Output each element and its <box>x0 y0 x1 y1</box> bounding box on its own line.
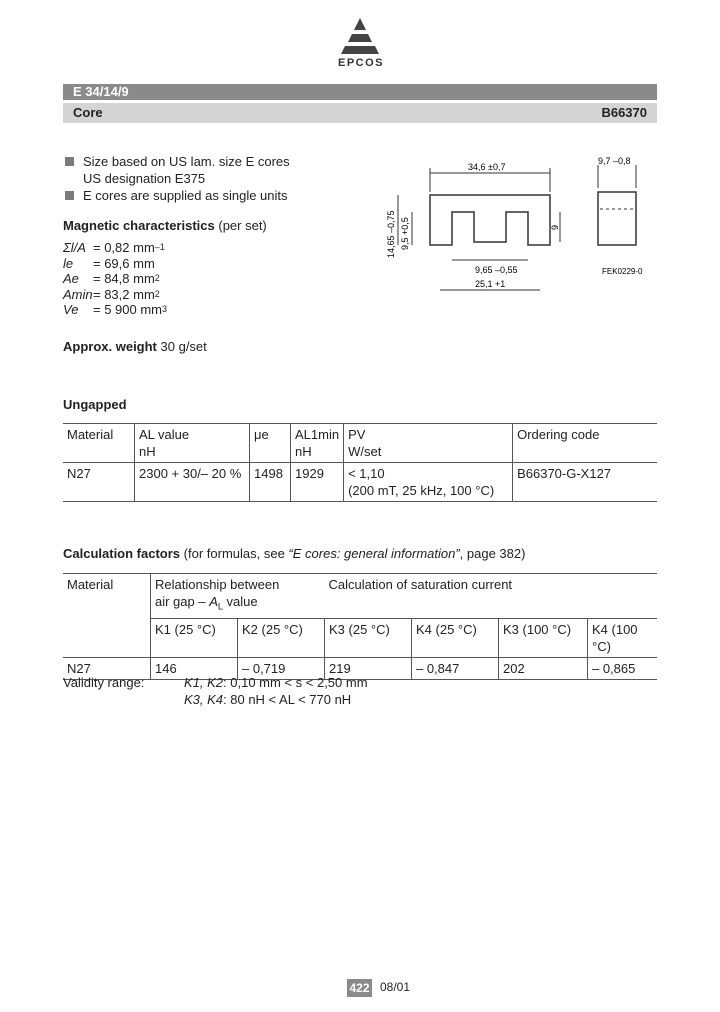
table-header-cell: Relationship between air gap – $A_L$ value <box>151 574 325 619</box>
table-header-cell: Calculation of saturation current <box>325 574 658 619</box>
table-cell: 219 <box>325 657 412 679</box>
component-label: Core <box>73 105 103 120</box>
list-item: Ve = 5 900 mm 3 <box>63 302 168 317</box>
dim-window-w-label: 9,65 –0,55 <box>475 265 518 275</box>
list-item: US designation E375 <box>83 171 206 186</box>
magnetic-values <box>63 240 167 318</box>
approx-weight: Approx. weight 30 g/set <box>63 339 207 354</box>
table-cell: 1929 <box>291 463 344 502</box>
table-cell: – 0,865 <box>588 657 658 679</box>
bullet-icon <box>65 157 74 166</box>
table-cell: 202 <box>499 657 588 679</box>
table-header-cell: AL value nH <box>135 424 250 463</box>
validity-range: Validity range: K1, K2: 0,10 mm < s < 2,50 mm K3, K4: 80 nH < AL < 770 nH <box>63 675 368 707</box>
table-header-cell: Material <box>63 574 151 658</box>
table-header-row <box>63 424 657 463</box>
table-header-cell: Ordering code <box>513 424 657 463</box>
calc-title: Calculation factors (for formulas, see “E cores: general information”, page 382) <box>63 546 526 561</box>
list-item: Size based on US lam. size E cores <box>63 153 290 170</box>
list-item: le = 69,6 mm <box>63 255 155 271</box>
table-header-row <box>63 574 657 619</box>
dim-depth-label: 9,7 –0,8 <box>598 156 631 166</box>
table-cell: – 0,719 <box>238 657 325 679</box>
list-item: Ae = 84,8 mm 2 <box>63 271 160 286</box>
drawing-code: FEK0229-0 <box>602 267 643 276</box>
table-header-cell: Material <box>63 424 135 463</box>
list-item: Amin = 83,2 mm 2 <box>63 286 160 302</box>
ungapped-title: Ungapped <box>63 397 127 412</box>
page-number: 422 <box>347 979 372 997</box>
issue-date: 08/01 <box>380 980 411 994</box>
table-header-cell: K1 (25 °C) <box>151 618 238 657</box>
part-number: B66370 <box>601 105 647 120</box>
table-header-cell: K3 (25 °C) <box>325 618 412 657</box>
list-item: E cores are supplied as single units <box>63 187 290 204</box>
part-title-bar <box>63 84 657 100</box>
dim-inner-label: 25,1 +1 <box>475 279 506 289</box>
brand-name: EPCOS <box>337 57 384 69</box>
table-cell: N27 <box>63 657 151 679</box>
magnetic-title: Magnetic characteristics (per set) <box>63 218 267 233</box>
part-title: E 34/14/9 <box>73 84 129 99</box>
table-cell: B66370-G-X127 <box>513 463 657 502</box>
dim-window-h-label: 9,5 +0,5 <box>400 217 410 250</box>
table-header-cell: μe <box>250 424 291 463</box>
table-cell: 1498 <box>250 463 291 502</box>
table-header-cell: K4 (100 °C) <box>588 618 658 657</box>
table-header-cell: AL1min nH <box>291 424 344 463</box>
table-header-cell: PV W/set <box>344 424 513 463</box>
validity-label: Validity range: <box>63 675 145 690</box>
calc-table <box>63 573 657 680</box>
table-header-cell: K2 (25 °C) <box>238 618 325 657</box>
table-cell: N27 <box>63 463 135 502</box>
dim-height-label: 14,65 –0,75 <box>386 210 396 258</box>
table-cell: < 1,10 (200 mT, 25 kHz, 100 °C) <box>344 463 513 502</box>
dim-center-label: 9 <box>550 224 560 230</box>
table-cell: 2300 + 30/– 20 % <box>135 463 250 502</box>
list-item: Σl/A = 0,82 mm –1 <box>63 240 165 255</box>
table-header-row <box>63 618 657 657</box>
component-bar <box>63 103 657 123</box>
table-header-cell: K3 (100 °C) <box>499 618 588 657</box>
dim-width-label: 34,6 ±0,7 <box>468 162 506 172</box>
feature-list <box>63 153 290 204</box>
table-cell: – 0,847 <box>412 657 499 679</box>
core-dimension-drawing <box>360 150 660 300</box>
table-cell: 146 <box>151 657 238 679</box>
table-header-cell: K4 (25 °C) <box>412 618 499 657</box>
bullet-icon <box>65 191 74 200</box>
ungapped-table <box>63 423 657 502</box>
table-row <box>63 463 657 502</box>
